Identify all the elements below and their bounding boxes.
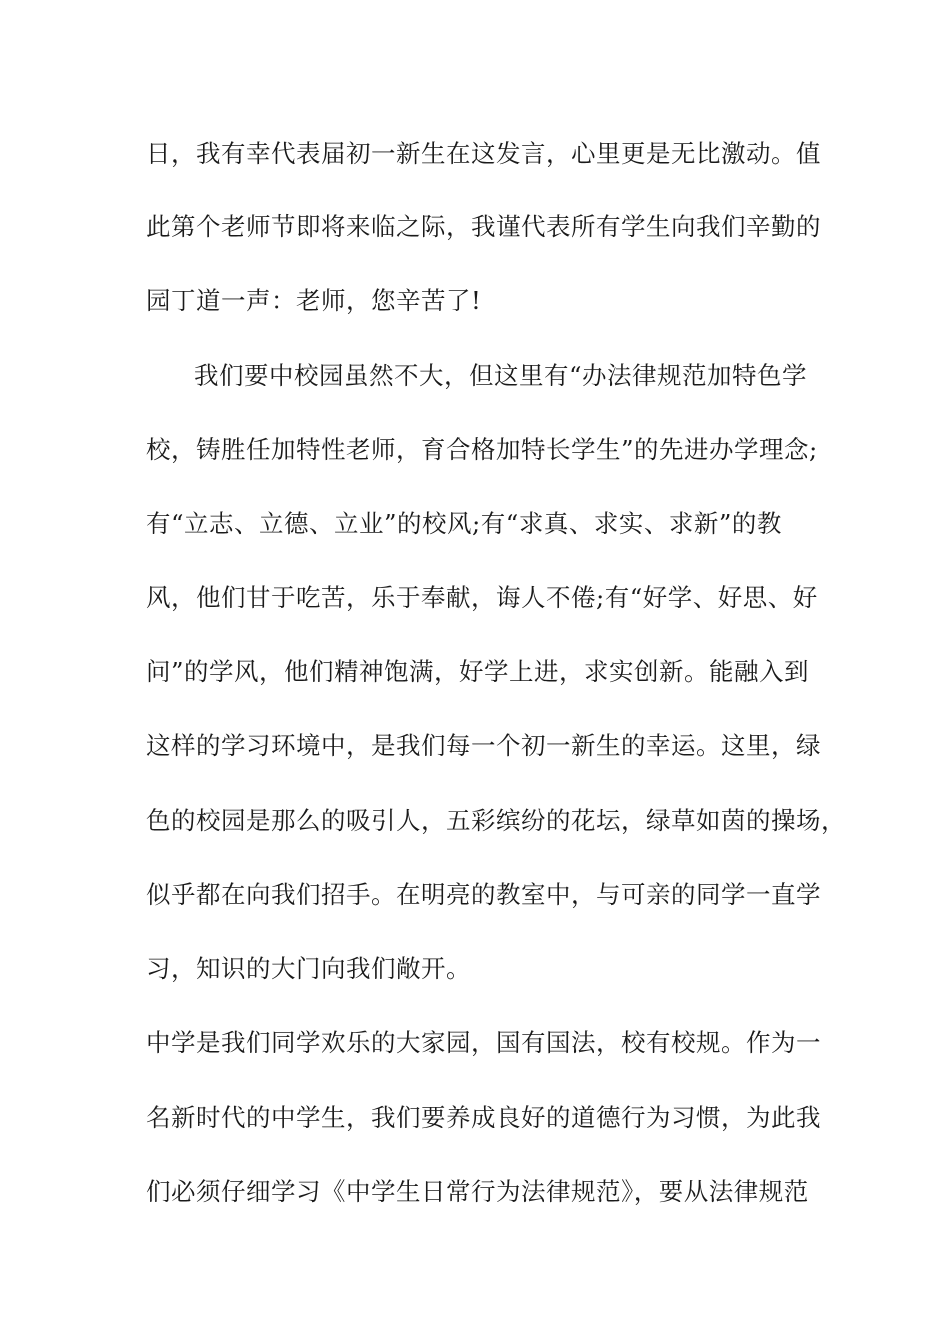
text-line: 园丁道一声：老师，您辛苦了! (146, 286, 482, 315)
text-line: 似乎都在向我们招手。在明亮的教室中，与可亲的同学一直学 (146, 880, 821, 909)
text-line: 校，铸胜任加特性老师，育合格加特长学生”的先进办学理念; (146, 435, 818, 464)
text-line: 名新时代的中学生，我们要养成良好的道德行为习惯，为此我 (146, 1103, 821, 1132)
text-line: 此第个老师节即将来临之际，我谨代表所有学生向我们辛勤的 (146, 212, 821, 241)
text-line: 日，我有幸代表届初一新生在这发言，心里更是无比激动。值 (146, 139, 821, 168)
text-line: 这样的学习环境中，是我们每一个初一新生的幸运。这里，绿 (146, 731, 821, 760)
text-line: 中学是我们同学欢乐的大家园，国有国法，校有校规。作为一 (146, 1028, 821, 1057)
text-line: 色的校园是那么的吸引人，五彩缤纷的花坛，绿草如茵的操场， (146, 806, 846, 835)
text-line: 有“立志、立德、立业”的校风;有“求真、求实、求新”的教 (146, 509, 782, 538)
text-line: 们必须仔细学习《中学生日常行为法律规范》，要从法律规范 (146, 1177, 809, 1206)
text-line: 风，他们甘于吃苦，乐于奉献，诲人不倦;有“好学、好思、好 (146, 583, 818, 612)
text-line: 习，知识的大门向我们敞开。 (146, 954, 471, 983)
text-line: 问”的学风，他们精神饱满，好学上进，求实创新。能融入到 (146, 657, 810, 686)
text-line: 我们要中校园虽然不大，但这里有“办法律规范加特色学 (194, 361, 808, 390)
